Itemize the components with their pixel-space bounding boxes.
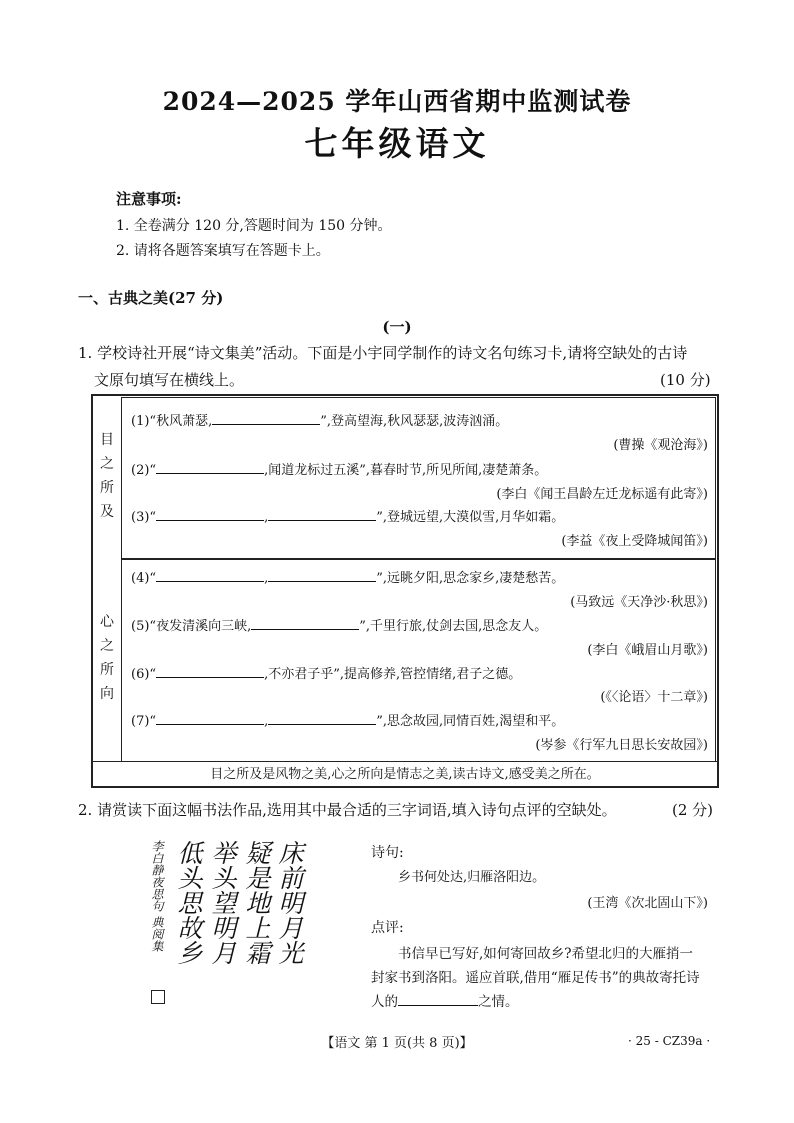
question-1-text: 1. 学校诗社开展“诗文集美”活动。下面是小宇同学制作的诗文名句练习卡,请将空缺处的古诗	[78, 344, 688, 362]
answer-blank[interactable]	[268, 508, 376, 521]
calligraphy-inscription: 李白静夜思句 典阅集	[150, 840, 164, 952]
calligraphy-column: 低头思故乡	[174, 840, 203, 965]
seal-stamp	[151, 990, 165, 1004]
calligraphy-column: 举头望明月	[208, 840, 237, 965]
question-2-points: (2 分)	[672, 801, 714, 819]
notice-heading: 注意事项:	[116, 190, 182, 208]
answer-blank[interactable]	[156, 665, 264, 678]
poem-heading: 诗句:	[371, 845, 404, 861]
subject-title: 七年级语文	[304, 124, 490, 163]
part-label: (一)	[382, 318, 412, 336]
source-citation: (《〈论语〉十二章》)	[600, 690, 708, 705]
question-2-text: 2. 请赏读下面这幅书法作品,选用其中最合适的三字词语,填入诗句点评的空缺处。	[78, 801, 617, 819]
table-divider	[93, 761, 717, 762]
fill-blank-line: (7)“ , ”,思念故园,同情百姓,渴望和平。	[131, 714, 565, 729]
exam-title: 2024—2025 学年山西省期中监测试卷	[162, 87, 632, 116]
answer-blank[interactable]	[398, 993, 478, 1006]
calligraphy-artwork	[150, 840, 304, 1005]
group-1-label: 目 之 所 及	[100, 432, 114, 520]
answer-blank[interactable]	[156, 508, 264, 521]
answer-blank[interactable]	[156, 569, 264, 582]
calligraphy-column: 床前明月光	[275, 840, 304, 965]
source-citation: (李白《峨眉山月歌》)	[587, 643, 708, 658]
notice-item: 1. 全卷满分 120 分,答题时间为 150 分钟。	[116, 218, 392, 234]
calligraphy-column: 疑是地上霜	[242, 840, 271, 965]
group-2-label: 心 之 所 向	[100, 614, 114, 702]
group-2-box	[121, 558, 716, 762]
answer-blank[interactable]	[251, 617, 359, 630]
paper-code: · 25 - CZ39a ·	[628, 1034, 711, 1048]
question-1-points: (10 分)	[660, 371, 711, 389]
source-citation: (马致远《天净沙·秋思》)	[570, 595, 708, 610]
comment-heading: 点评:	[371, 920, 404, 936]
answer-blank[interactable]	[156, 461, 264, 474]
fill-blank-line: (2)“ ,闻道龙标过五溪”,暮春时节,所见所闻,凄楚萧条。	[131, 463, 548, 478]
fill-blank-line: (1)“秋风萧瑟, ”,登高望海,秋风瑟瑟,波涛汹涌。	[131, 414, 509, 429]
source-citation: (岑参《行军九日思长安故园》)	[535, 738, 708, 753]
section-heading: 一、古典之美(27 分)	[78, 289, 224, 307]
fill-blank-line: (3)“ , ”,登城远望,大漠似雪,月华如霜。	[131, 510, 565, 525]
source-citation: (李益《夜上受降城闻笛》)	[561, 534, 708, 549]
answer-blank[interactable]	[156, 712, 264, 725]
answer-blank[interactable]	[268, 569, 376, 582]
source-citation: (曹操《观沧海》)	[613, 438, 708, 453]
comment-text: 封家书到洛阳。遥应首联,借用“雁足传书”的典故寄托诗	[371, 970, 700, 986]
fill-blank-line: (4)“ , ”,远眺夕阳,思念家乡,凄楚愁苦。	[131, 571, 565, 586]
comment-fill-line: 人的 之情。	[371, 994, 519, 1010]
source-citation: (李白《闻王昌龄左迁龙标遥有此寄》)	[496, 487, 708, 502]
fill-blank-line: (6)“ ,不亦君子乎”,提高修养,管控情绪,君子之德。	[131, 667, 522, 682]
table-summary-note: 目之所及是风物之美,心之所向是情志之美,读古诗文,感受美之所在。	[210, 767, 600, 782]
fill-blank-line: (5)“夜发清溪向三峡, ”,千里行旅,仗剑去国,思念友人。	[131, 619, 548, 634]
answer-blank[interactable]	[212, 412, 320, 425]
answer-blank[interactable]	[268, 712, 376, 725]
comment-text: 书信早已写好,如何寄回故乡?希望北归的大雁捎一	[398, 946, 694, 962]
poem-source: (王湾《次北固山下》)	[587, 896, 708, 911]
poem-line: 乡书何处达,归雁洛阳边。	[398, 870, 546, 885]
question-1-text-cont: 文原句填写在横线上。	[94, 371, 245, 389]
notice-item: 2. 请将各题答案填写在答题卡上。	[116, 243, 330, 259]
page-footer: 【语文 第 1 页(共 8 页)】	[321, 1036, 473, 1051]
